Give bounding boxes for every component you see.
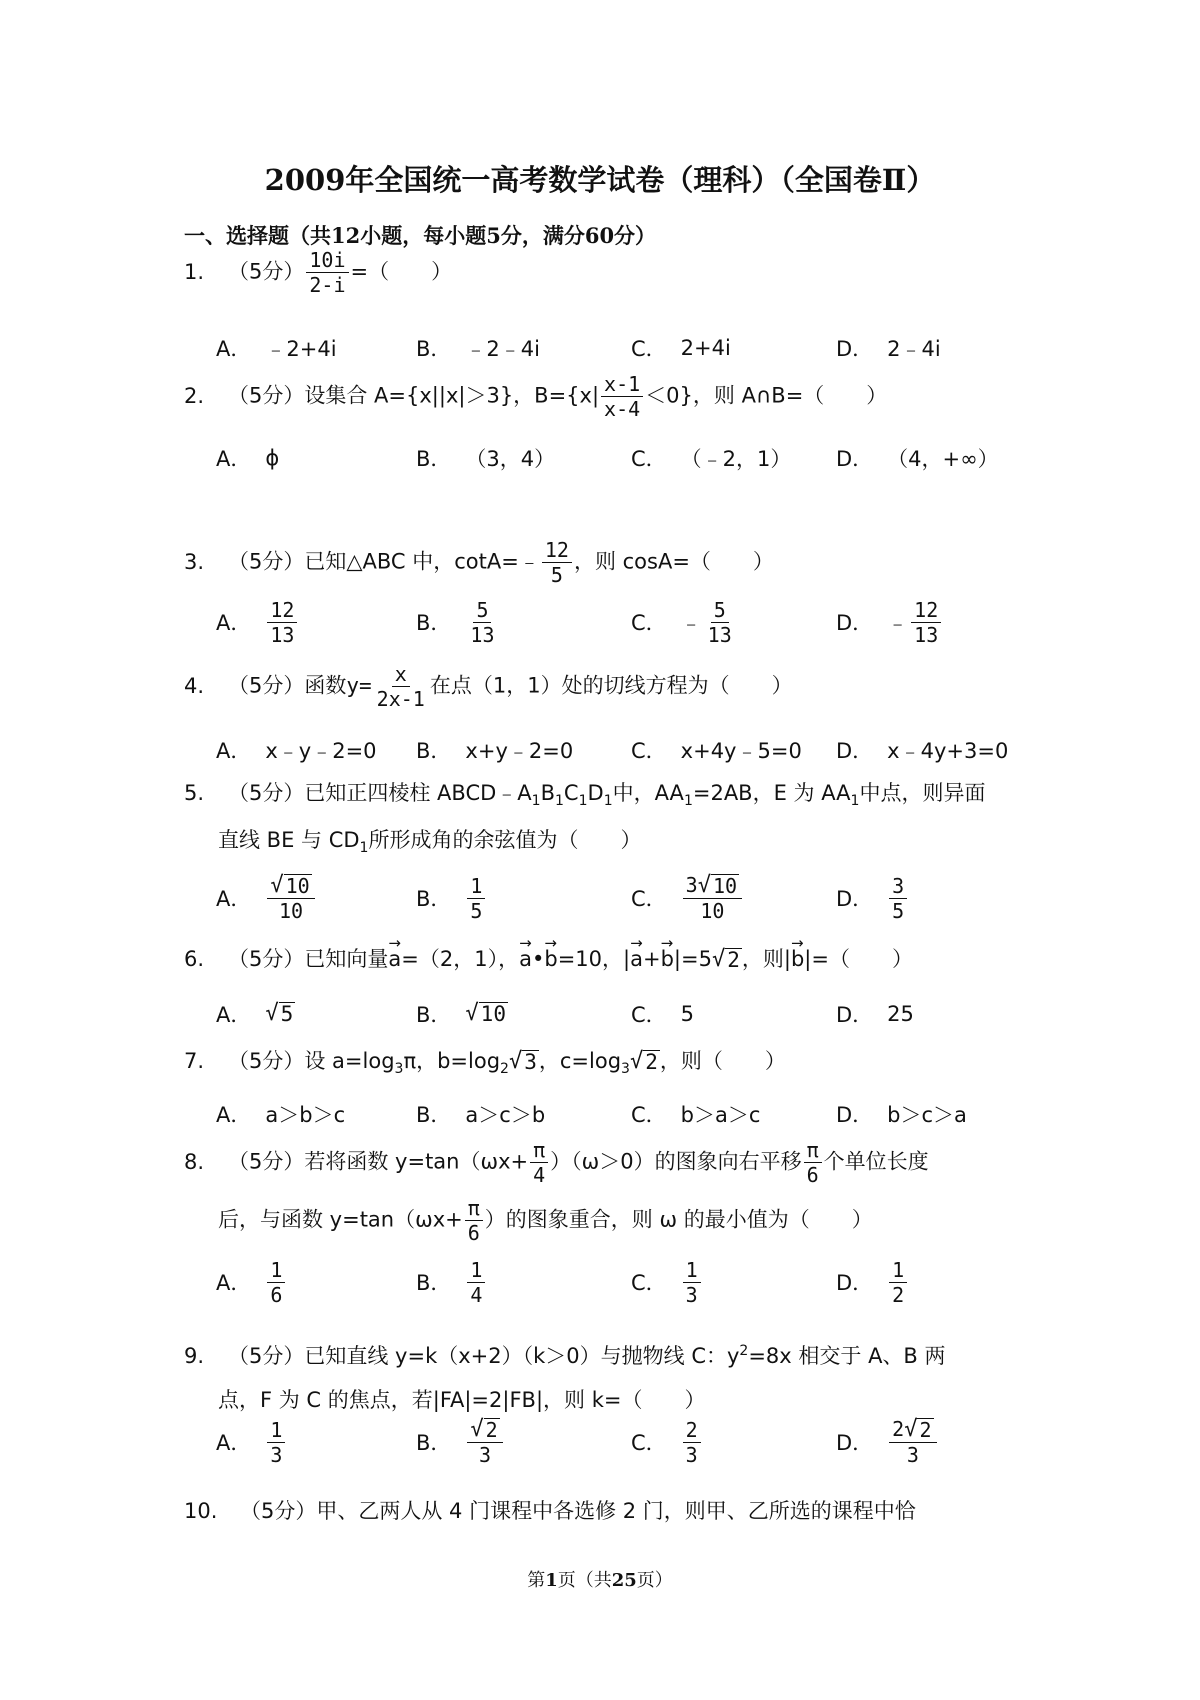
fraction: $\frac{10i}{2-i}$ (306, 248, 348, 297)
option-b[interactable]: B． $\frac{5}{13}$ (416, 597, 495, 647)
option-c[interactable]: C． 3 √ 10 10 (631, 876, 744, 920)
question-1: 1. （5分） $\frac{10i}{2-i}$ =（ ） (184, 248, 453, 297)
question-3: 3. （5分）已知△ABC 中，cotA=﹣ $\frac{12}{5}$ ，则 cosA=（ ） (184, 538, 774, 587)
option-a[interactable]: A． ϕ (216, 446, 280, 471)
option-b[interactable]: B． x+y﹣2=0 (416, 739, 574, 763)
option-a[interactable]: A． ﹣2+4i (216, 337, 337, 361)
options-9 (216, 1417, 1116, 1467)
option-d[interactable]: D． （4，+∞） (836, 447, 999, 471)
option-d[interactable]: D． 2 √ 2 3 (836, 1420, 939, 1464)
options-2 (216, 436, 1116, 480)
question-8-continued: 后，与函数 y=tan（ωx+ $\frac{\pi}{6}$ ）的图象重合，则 ω 的最小值为（ ） (218, 1196, 873, 1245)
question-5: 5. （5分）已知正四棱柱 $ABCD﹣A_1B_1C_1D_1$中，$AA_1=2AB$，E 为 $AA_1$中点，则异面 (184, 781, 986, 810)
fraction: $\frac{12}{5}$ (542, 538, 572, 587)
question-9-continued: 点，F 为 C 的焦点，若|FA|=2|FB|，则 k=（ ） (218, 1388, 706, 1412)
option-a[interactable]: A． √ 10 10 (216, 876, 317, 920)
option-c[interactable]: C． （﹣2，1） (631, 447, 792, 471)
option-c[interactable]: C． 5 (631, 1002, 695, 1027)
option-b[interactable]: B． √ 2 3 (416, 1420, 505, 1464)
option-c[interactable]: C． $\frac{2}{3}$ (631, 1420, 703, 1464)
question-8: 8. （5分）若将函数 y=tan（ωx+ $\frac{\pi}{4}$ ）（ω＞0）的图象向右平移 $\frac{\pi}{6}$ 个单位长度 (184, 1138, 929, 1187)
option-d[interactable]: D． 2﹣4i (836, 337, 941, 361)
question-5-continued: 直线 BE 与 $CD_1$所形成角的余弦值为（ ） (218, 828, 642, 857)
option-d[interactable]: D． $\frac{1}{2}$ (836, 1260, 909, 1304)
option-d[interactable]: D． ﹣ $\frac{12}{13}$ (836, 600, 943, 644)
option-b[interactable]: B． ﹣2﹣4i (416, 337, 540, 361)
question-7: 7. （5分）设 $a=\log_3\pi$，$b=\log_2$ √ 3 ，$c=\log_3$ √ 2 ，则（ ） (184, 1049, 786, 1078)
question-10: 10. （5分）甲、乙两人从 4 门课程中各选修 2 门，则甲、乙所选的课程中恰 (184, 1499, 916, 1523)
page-footer: 第1页（共25页） (527, 1570, 673, 1591)
option-b[interactable]: B． $\frac{1}{4}$ (416, 1260, 487, 1304)
option-a[interactable]: A． √ 5 (216, 1001, 294, 1027)
fraction: $\frac{x}{2x-1}$ (376, 662, 425, 711)
option-c[interactable]: C． 2+4i (631, 336, 731, 361)
options-7 (216, 1092, 1116, 1136)
option-a[interactable]: A． $\frac{1}{3}$ (216, 1420, 287, 1464)
options-8 (216, 1257, 1116, 1307)
option-c[interactable]: C． $\frac{1}{3}$ (631, 1260, 703, 1304)
options-1 (216, 326, 1116, 370)
question-6: 6. （5分）已知向量→ a=（2，1），→ a•→ b=10，|→ a+→ b|=5 √ 2 ，则|→ b|=（ ） (184, 944, 913, 974)
option-a[interactable]: A． $\frac{1}{6}$ (216, 1260, 287, 1304)
option-b[interactable]: B． √ 10 (416, 1001, 506, 1027)
options-4 (216, 728, 1116, 772)
option-d[interactable]: D． b＞c＞a (836, 1103, 967, 1127)
question-2: 2. （5分）设集合 A={x||x|＞3}，B={x| $\frac{x-1}{x-4}$ ＜0}，则 A∩B=（ ） (184, 372, 888, 421)
question-4: 4. （5分）函数y= $\frac{x}{2x-1}$ 在点（1，1）处的切线方程为（ ） (184, 662, 793, 711)
page-title: 2009年全国统一高考数学试卷（理科）（全国卷Ⅱ） (264, 163, 936, 197)
option-d[interactable]: D． $\frac{3}{5}$ (836, 876, 909, 920)
options-6 (216, 992, 1116, 1036)
option-a[interactable]: A． x﹣y﹣2=0 (216, 739, 377, 763)
option-d[interactable]: D． 25 (836, 1002, 914, 1027)
option-b[interactable]: B． a＞c＞b (416, 1103, 546, 1127)
options-5 (216, 873, 1116, 923)
option-c[interactable]: C． b＞a＞c (631, 1103, 761, 1127)
option-c[interactable]: C． x+4y﹣5=0 (631, 739, 802, 763)
option-b[interactable]: B． $\frac{1}{5}$ (416, 876, 487, 920)
section-heading: 一、选择题（共12小题，每小题5分，满分60分） (184, 223, 657, 248)
option-b[interactable]: B． （3，4） (416, 447, 556, 471)
fraction: $\frac{x-1}{x-4}$ (601, 372, 643, 421)
option-a[interactable]: A． a＞b＞c (216, 1103, 346, 1127)
options-3 (216, 597, 1116, 647)
question-9: 9. （5分）已知直线 y=k（x+2）（k＞0）与抛物线 C：$y^2=8x$ 相交于 A、B 两 (184, 1343, 946, 1368)
option-a[interactable]: A． $\frac{12}{13}$ (216, 600, 299, 644)
option-c[interactable]: C． ﹣ $\frac{5}{13}$ (631, 597, 732, 647)
option-d[interactable]: D． x﹣4y+3=0 (836, 739, 1009, 763)
